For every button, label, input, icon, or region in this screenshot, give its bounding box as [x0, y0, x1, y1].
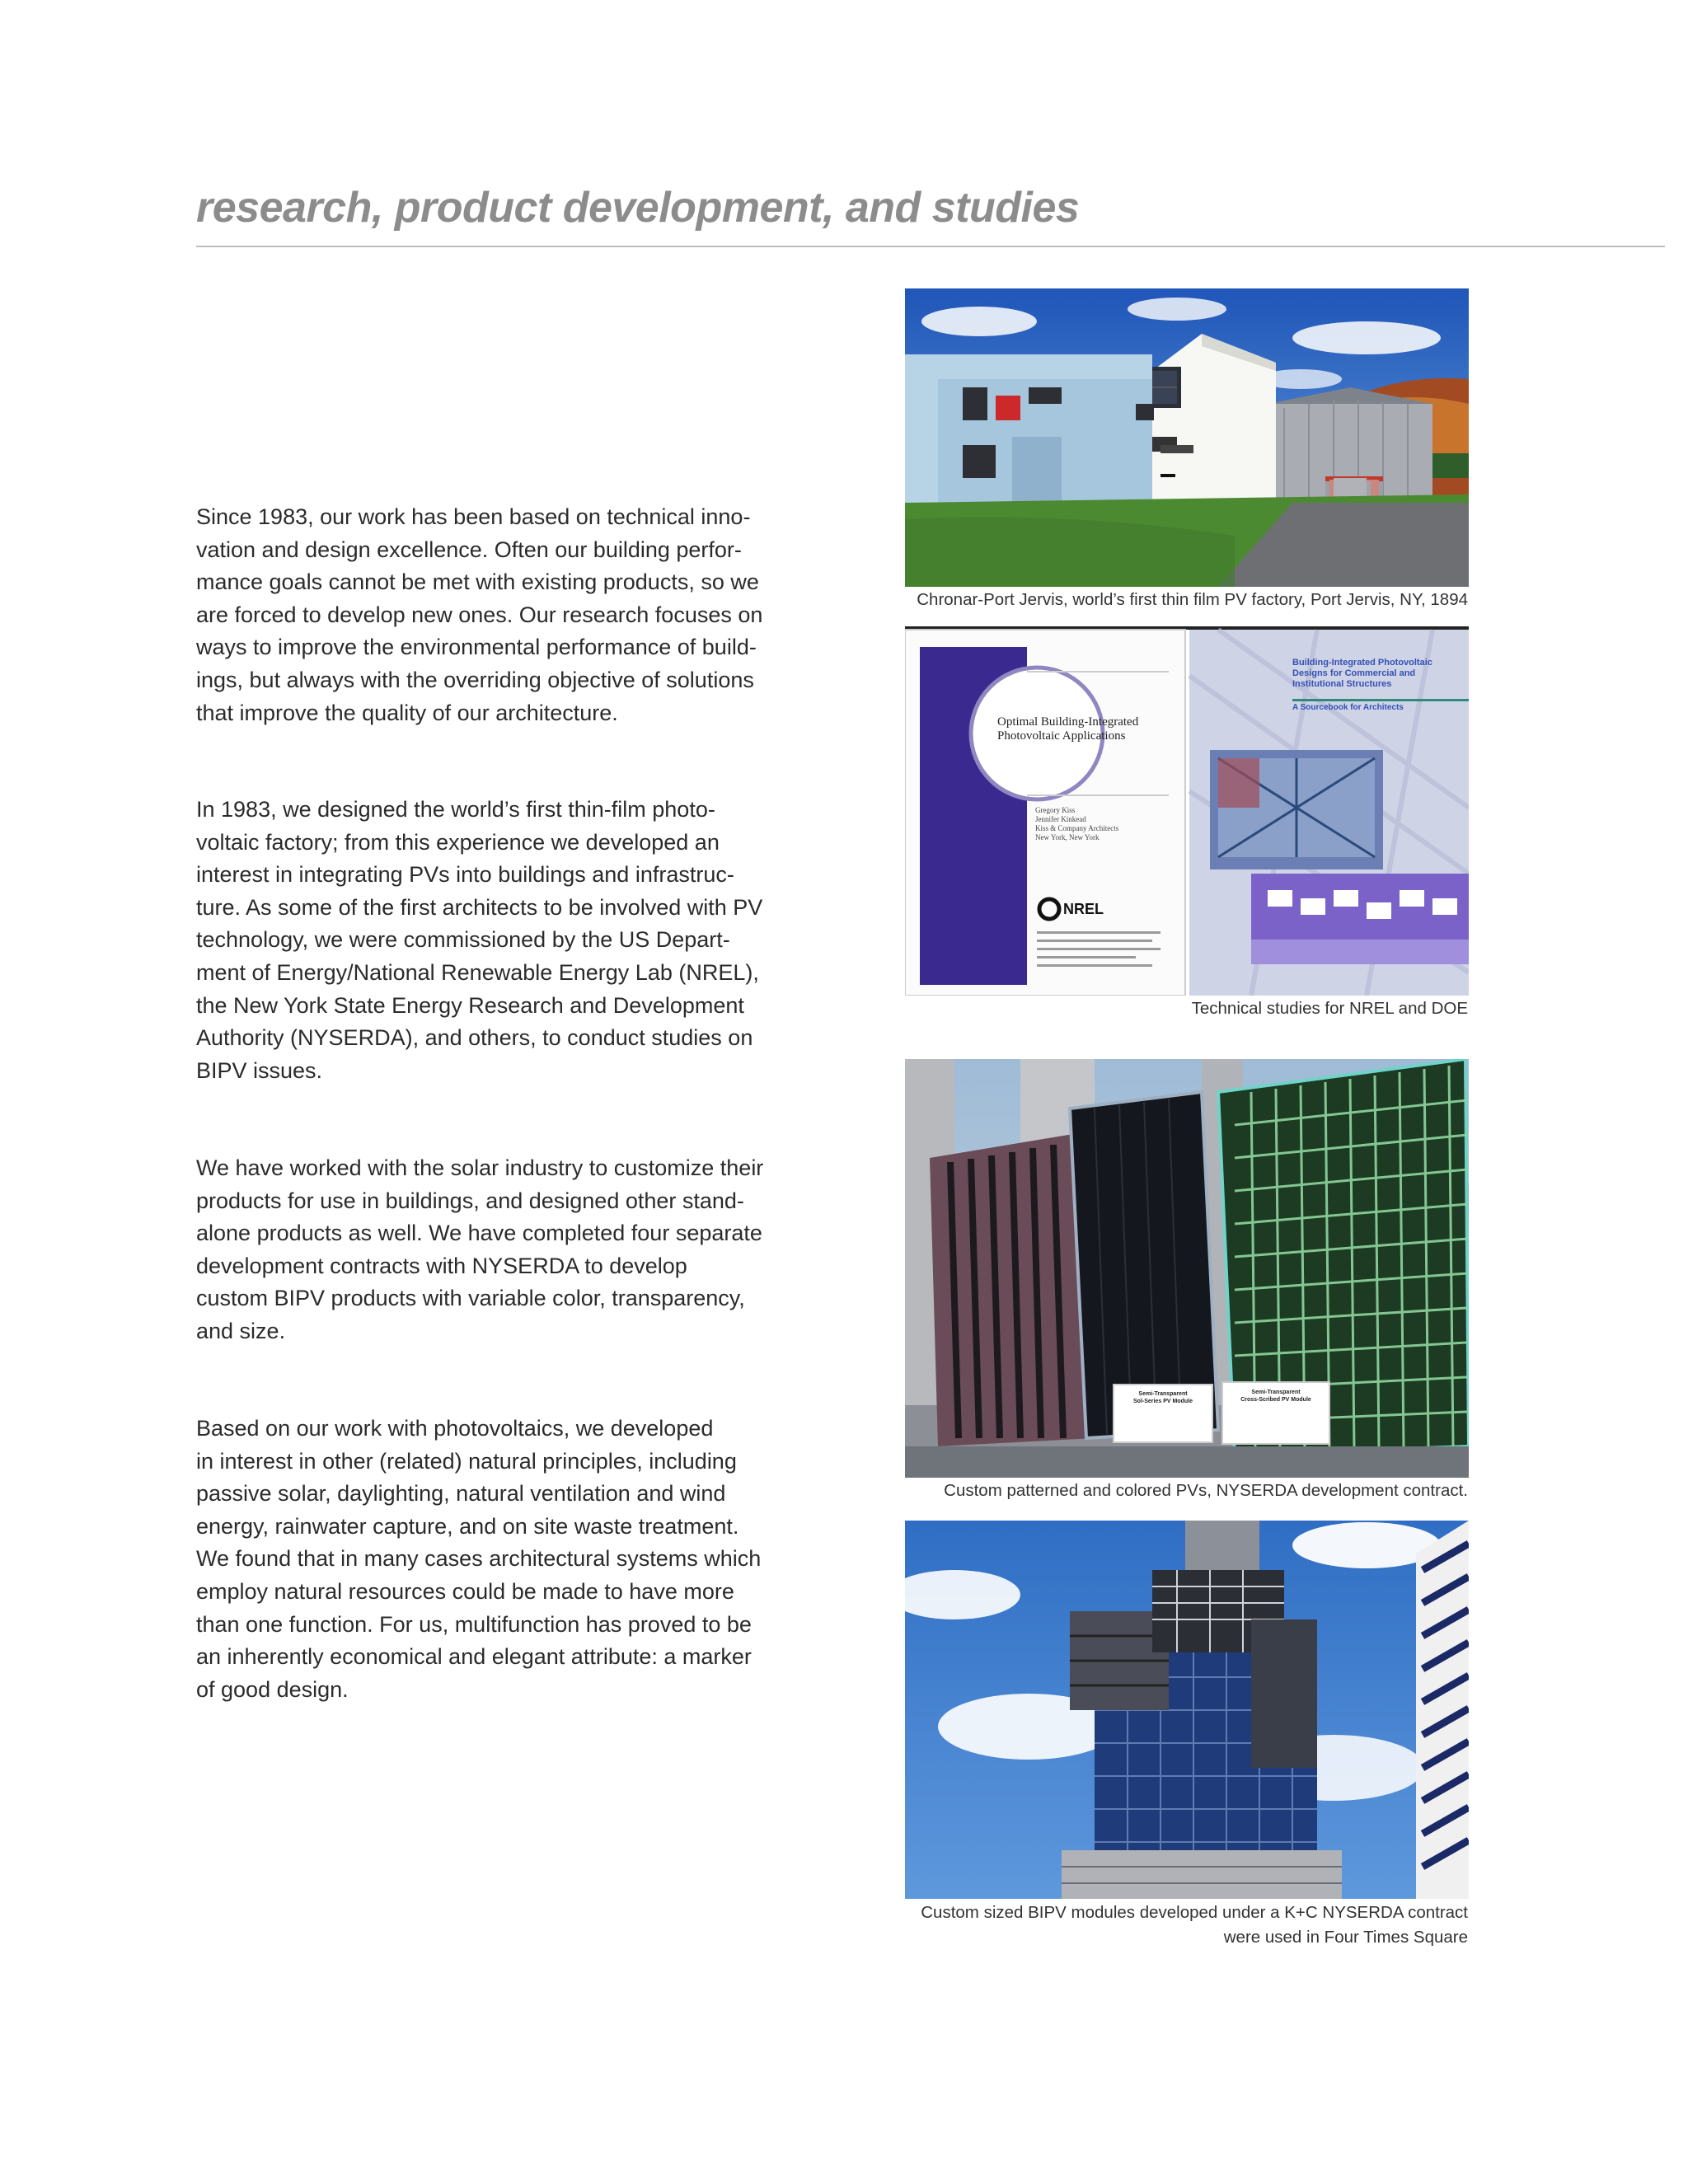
pv-panels-photo [905, 1059, 1469, 1478]
body-text-4 [196, 1413, 773, 1706]
left-sign-label: Semi-Transparent Sol-Series PV Module [1133, 1391, 1193, 1404]
right-sign-label: Semi-Transparent Cross-Scribed PV Module [1240, 1390, 1311, 1403]
right-cover-subtitle: A Sourcebook for Architects [1292, 703, 1404, 712]
factory-photo [905, 288, 1469, 587]
left-cover-authors: Gregory Kiss Jennifer Kinkead Kiss & Company Architects New York, New York [1035, 806, 1119, 841]
report-covers-photo [905, 626, 1469, 996]
figure-caption-2: Technical studies for NREL and DOE [1191, 999, 1468, 1018]
title-divider [196, 246, 1665, 247]
figure-caption-3: Custom patterned and colored PVs, NYSERDA development contract. [944, 1481, 1468, 1500]
body-text-2 [196, 794, 773, 1087]
left-cover-title: Optimal Building-Integrated Photovoltaic Applications [997, 715, 1139, 743]
paragraph-3: We have worked with the solar industry to customize their products for use in buildings, and designed other stand- alone products as well. We have completed four separate development contracts with NYSERDA to develop custom BIPV products with variable color, transparency, and size. [196, 1155, 764, 1343]
paragraph-4: Based on our work with photovoltaics, we developed in interest in other (related) natural principles, including passive solar, daylighting, natural ventilation and wind energy, rainwater capture, and on site waste treatment. We found that in many cases architectural systems which employ natural resources could be made to have more than one function. For us, multifunction has proved to be an inherently economical and elegant attribute: a marker of good design. [196, 1416, 762, 1702]
body-text [196, 501, 773, 729]
tower-photo [905, 1521, 1469, 1899]
page-title: research, product development, and studies [196, 184, 1080, 232]
right-cover-title: Building-Integrated Photovoltaic Designs for Commercial and Institutional Structures [1292, 658, 1432, 689]
figure-caption-1: Chronar-Port Jervis, world’s first thin film PV factory, Port Jervis, NY, 1894 [917, 590, 1468, 609]
paragraph-1: Since 1983, our work has been based on technical inno- vation and design excellence. Often our building perfor- mance goals cannot be met with existing products, so we are forced to develop new ones. Our research focuses on ways to improve the environmental performance of build- ings, but always with the overriding objective of solutions that improve the quality of our architecture. [196, 504, 763, 725]
figure-caption-4: Custom sized BIPV modules developed under a K+C NYSERDA contract were used in Four Times Square [921, 1903, 1468, 1947]
body-text-3 [196, 1152, 773, 1348]
nrel-logo: NREL [1063, 901, 1104, 917]
paragraph-2: In 1983, we designed the world’s first thin-film photo- voltaic factory; from this experience we developed an interest in integrating PVs into buildings and infrastruc- ture. As some of the first architects to be involved with PV technology, we were commissioned by the US Depart- ment of Energy/National Renewable Energy Lab (NREL), the New York State Energy Research and Development Authority (NYSERDA), and others, to conduct studies on BIPV issues. [196, 797, 763, 1083]
